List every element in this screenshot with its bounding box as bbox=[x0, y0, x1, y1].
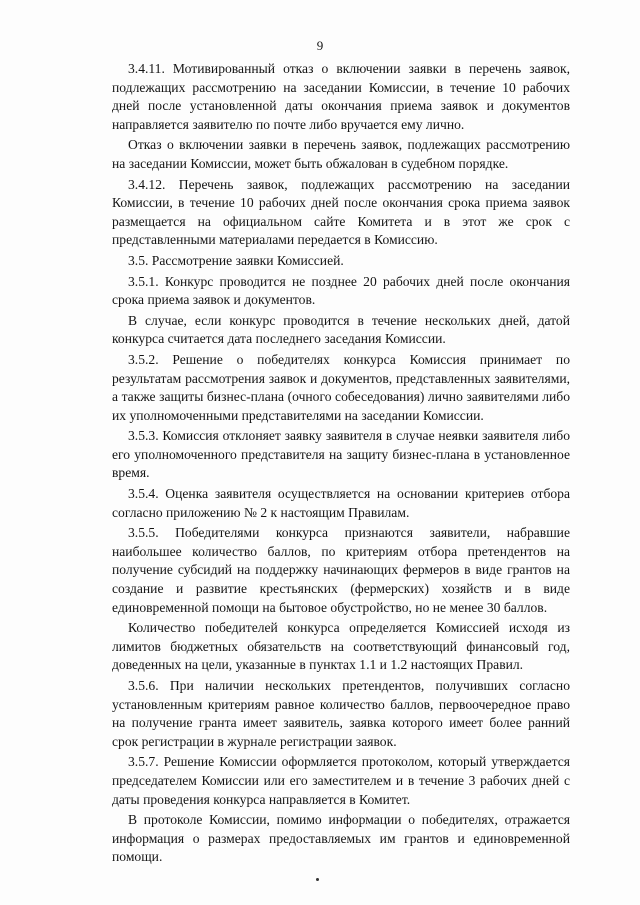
paragraph-3-5-5: 3.5.5. Победителями конкурса признаются заявители, набравшие наибольшее количество баллов, по критериям отбора претендентов на получение субсидий на поддержку начинающих фермеров в виде грантов на создание и развитие крестьянских (фермерских) хозяйств и в виде единовременной помощи на бытовое обустройство, но не менее 30 баллов. bbox=[112, 525, 570, 615]
paragraph-protocol-info: В протоколе Комиссии, помимо информации о победителях, отражается информация о размерах предоставляемых им грантов и единовременной помощи. bbox=[112, 812, 570, 865]
paragraph-3-5-heading: 3.5. Рассмотрение заявки Комиссией. bbox=[128, 252, 344, 268]
scan-dot-mark bbox=[316, 878, 319, 881]
paragraph-3-5-4: 3.5.4. Оценка заявителя осуществляется на основании критериев отбора согласно приложению № 2 к настоящим Правилам. bbox=[112, 486, 570, 520]
paragraph-3-5-1: 3.5.1. Конкурс проводится не позднее 20 рабочих дней после окончания срока приема заявок и документов. bbox=[112, 273, 570, 308]
paragraph-multi-day-contest: В случае, если конкурс проводится в течение нескольких дней, датой конкурса считается дата последнего заседания Комиссии. bbox=[112, 312, 570, 347]
paragraph-3-5-7: 3.5.7. Решение Комиссии оформляется протоколом, который утверждается председателем Комиссии или его заместителем и в течение 3 рабочих дней с даты проведения конкурса направляется в Комитет. bbox=[112, 754, 570, 807]
paragraph-winners-count: Количество победителей конкурса определяется Комиссией исходя из лимитов бюджетных обязательств на соответствующий финансовый год, доведенных на цели, указанные в пунктах 1.1 и 1.2 настоящих Правил. bbox=[112, 620, 570, 673]
page-number: 9 bbox=[316, 38, 324, 53]
paragraph-refusal-appeal: Отказ о включении заявки в перечень заявок, подлежащих рассмотрению на заседании Комиссии, может быть обжалован в судебном порядке. bbox=[112, 137, 570, 171]
paragraph-3-4-11: 3.4.11. Мотивированный отказ о включении заявки в перечень заявок, подлежащих рассмотрению на заседании Комиссии, в течение 10 рабочих дней после установленной даты окончания приема заявок и документов направляется заявителю по почте либо вручается ему лично. bbox=[112, 61, 570, 132]
paragraph-3-4-12: 3.4.12. Перечень заявок, подлежащих рассмотрению на заседании Комиссии, в течение 10 рабочих дней после окончания срока приема заявок размещается на официальном сайте Комитета и в этот же срок с представленными материалами передается в Комиссию. bbox=[112, 176, 570, 248]
document-body bbox=[112, 60, 570, 869]
paragraph-3-5-2: 3.5.2. Решение о победителях конкурса Комиссия принимает по результатам рассмотрения заявок и документов, представленных заявителями, а также защиты бизнес-плана (очного собеседования) лично заявителями либо их уполномоченными представителями на заседании Комиссии. bbox=[112, 351, 570, 423]
paragraph-3-5-3: 3.5.3. Комиссия отклоняет заявку заявителя в случае неявки заявителя либо его уполномоченного представителя на защиту бизнес-плана в установленное время. bbox=[112, 428, 570, 481]
paragraph-3-5-6: 3.5.6. При наличии нескольких претендентов, получивших согласно установленным критериям равное количество баллов, первоочередное право на получение гранта имеет заявитель, заявка которого имеет более ранний срок регистрации в журнале регистрации заявок. bbox=[112, 678, 570, 749]
